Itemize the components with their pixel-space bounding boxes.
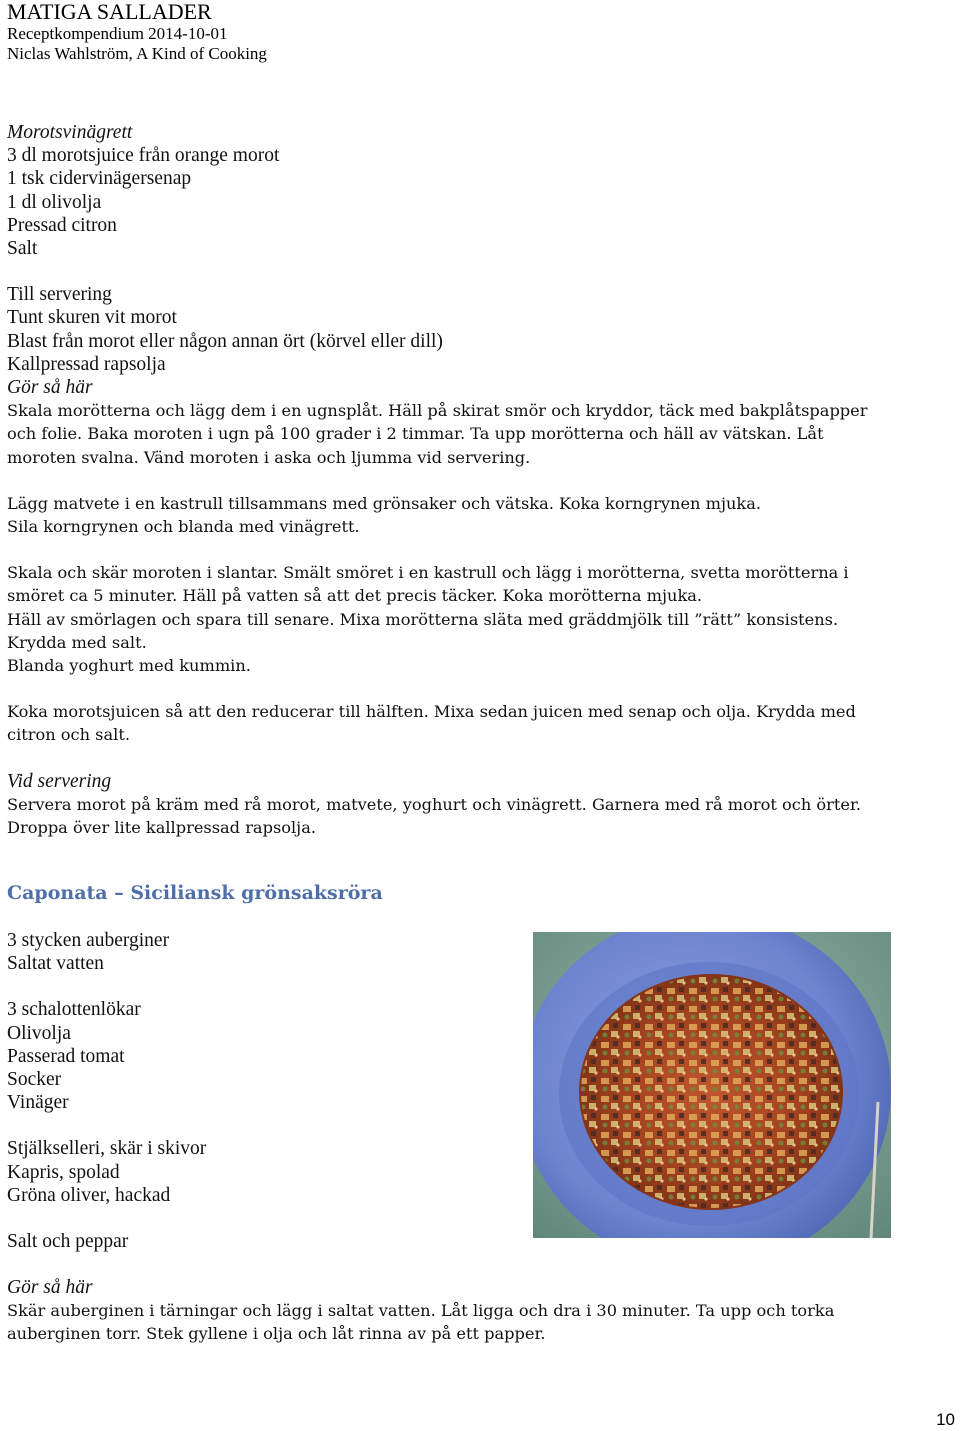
carrot-recipe xyxy=(7,121,947,839)
ingredient-line: Saltat vatten xyxy=(7,953,104,975)
ingredient-line: Passerad tomat xyxy=(7,1045,125,1067)
method-line: Skala morötterna och lägg dem i en ugnsplåt. Häll på skirat smör och kryddor, täck med bakplåtspapper xyxy=(7,401,868,421)
method-line: Häll av smörlagen och spara till senare. Mixa morötterna släta med gräddmjölk till ”rätt” konsistens. xyxy=(7,609,839,629)
method-line: Sila korngrynen och blanda med vinägrett. xyxy=(7,517,360,537)
ingredient-line: Stjälkselleri, skär i skivor xyxy=(7,1138,207,1160)
caponata-method xyxy=(7,1299,947,1345)
ingredient-line: Socker xyxy=(7,1069,62,1091)
caponata-bowl-image xyxy=(533,932,891,1238)
caponata-method-heading: Gör så här xyxy=(7,1277,93,1299)
method-line: Koka morotsjuicen så att den reducerar till hälften. Mixa sedan juicen med senap och olja. Krydda med xyxy=(7,702,856,722)
author-credit: Niclas Wahlström, A Kind of Cooking xyxy=(7,44,267,63)
caponata-title: Caponata – Siciliansk grönsaksröra xyxy=(7,882,383,904)
ingredient-line: Olivolja xyxy=(7,1022,71,1044)
ingredient-line: Salt xyxy=(7,238,38,260)
method-line: och folie. Baka moroten i ugn på 100 grader i 2 timmar. Ta upp morötterna och häll av vätskan. Låt xyxy=(7,424,824,444)
method-line: citron och salt. xyxy=(7,725,130,745)
ingredient-line: 1 dl olivolja xyxy=(7,191,102,213)
ingredient-line: 3 schalottenlökar xyxy=(7,999,141,1021)
ingredient-line: Gröna oliver, hackad xyxy=(7,1184,171,1206)
method-line: Skala och skär moroten i slantar. Smält smöret i en kastrull och lägg i morötterna, svetta morötterna i xyxy=(7,563,849,583)
method-heading: Gör så här xyxy=(7,377,93,399)
page-number: 10 xyxy=(936,1410,955,1429)
method-line: Blanda yoghurt med kummin. xyxy=(7,656,251,676)
serving-line: Servera morot på kräm med rå morot, matvete, yoghurt och vinägrett. Garnera med rå morot och örter. xyxy=(7,794,862,814)
ingredient-line: Tunt skuren vit morot xyxy=(7,307,177,329)
method-line: Skär auberginen i tärningar och lägg i saltat vatten. Låt ligga och dra i 30 minuter. Ta upp och torka xyxy=(7,1301,835,1320)
method-line: moroten svalna. Vänd moroten i aska och ljumma vid servering. xyxy=(7,447,531,467)
caponata-photo xyxy=(533,932,891,1238)
ingredient-line: Kallpressad rapsolja xyxy=(7,353,166,375)
method-line: Lägg matvete i en kastrull tillsammans med grönsaker och vätska. Koka korngrynen mjuka. xyxy=(7,493,761,513)
ingredient-line: Salt och peppar xyxy=(7,1231,129,1253)
method-line: smöret ca 5 minuter. Häll på vatten så att det precis täcker. Koka morötterna mjuka. xyxy=(7,586,703,606)
document-title: MATIGA SALLADER xyxy=(7,0,212,24)
ingredient-line: Blast från morot eller någon annan ört (körvel eller dill) xyxy=(7,330,443,352)
ingredient-line: 3 dl morotsjuice från orange morot xyxy=(7,145,280,167)
ingredient-line: Kapris, spolad xyxy=(7,1161,120,1183)
method-line: auberginen torr. Stek gyllene i olja och låt rinna av på ett papper. xyxy=(7,1324,546,1344)
ingredient-line: 1 tsk cidervinägersenap xyxy=(7,168,192,190)
caponata-ingredients xyxy=(7,929,527,1299)
serving-subheading: Vid servering xyxy=(7,770,112,792)
method-line: Krydda med salt. xyxy=(7,632,147,652)
vinaigrette-heading: Morotsvinägrett xyxy=(7,122,133,143)
serving-heading: Till servering xyxy=(7,284,112,306)
compendium-date: Receptkompendium 2014-10-01 xyxy=(7,24,228,43)
ingredient-line: Pressad citron xyxy=(7,214,117,236)
serving-line: Droppa över lite kallpressad rapsolja. xyxy=(7,818,316,838)
ingredient-line: 3 stycken auberginer xyxy=(7,930,170,951)
ingredient-line: Vinäger xyxy=(7,1092,69,1114)
